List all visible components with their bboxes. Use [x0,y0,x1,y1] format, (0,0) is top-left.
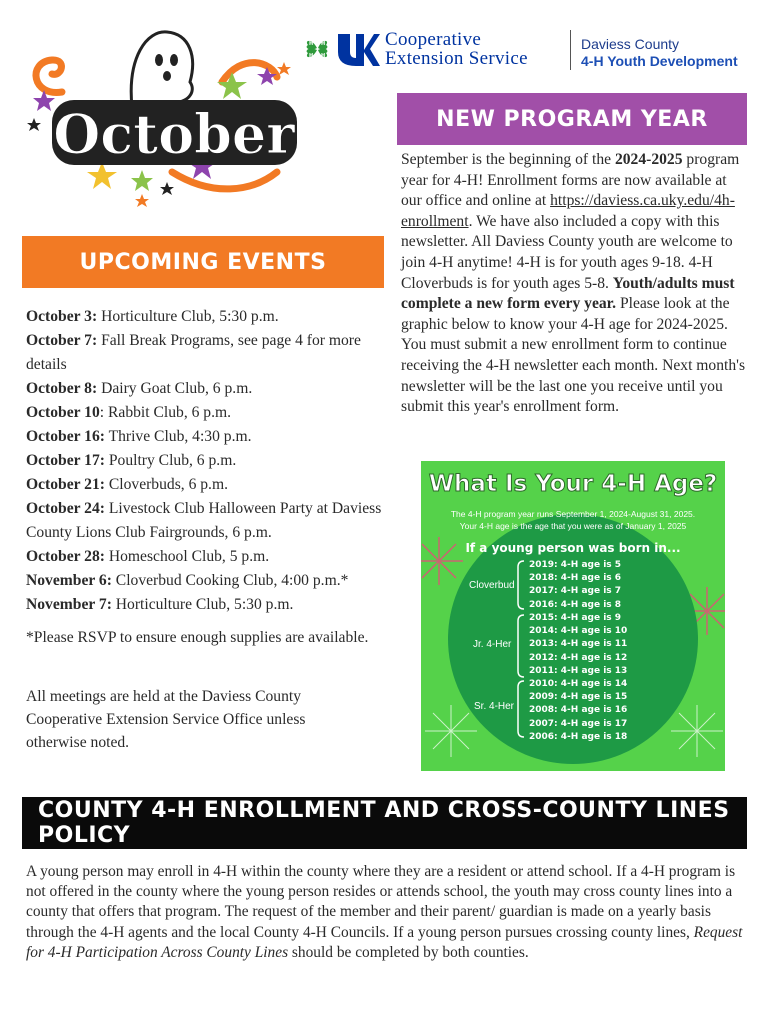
event-item [26,569,386,593]
event-item [26,329,386,377]
event-date: October 21: [26,476,105,493]
event-text: Homeschool Club, 5 p.m. [104,548,270,565]
program-text-p3: . We have also included a copy with this newsletter. All Daviess County youth are welcome to join 4-H anytime! 4-H is for youth ages 9-18. 4-H Cloverbuds is for youth ages 5-8. [401,212,733,292]
events-list [26,305,386,617]
svg-text:H: H [309,53,314,59]
age-graphic-subtitle-1: The 4-H program year runs September 1, 2024-August 31, 2025. [450,509,696,519]
age-row: 2010: 4-H age is 14 [529,679,628,689]
event-text: Horticulture Club, 5:30 p.m. [111,596,294,613]
age-row: 2011: 4-H age is 13 [529,665,628,676]
event-text: : Rabbit Club, 6 p.m. [99,404,232,421]
event-date: October 28: [26,548,105,565]
new-form-notice: Youth/adults must complete a new form every year. [401,274,735,313]
uk-logo-icon [336,30,380,68]
enrollment-link[interactable]: https://daviess.ca.uky.edu/4h-enrollment [401,192,735,230]
event-item [26,401,386,425]
event-date: October 10 [26,404,100,421]
program-text-p4: Please look at the graphic below to know your 4-H age for 2024-2025. You must submit a new enrollment form to continue receiving the 4-H newsletter each month. Next month's newsletter will be the last one you receive until you submit this year's enrollment form. [401,295,746,416]
program-text-p2: program year for 4-H! Enrollment forms are now available at our office and online at [401,151,740,210]
event-date: October 3: [26,308,98,325]
age-row: 2007: 4-H age is 17 [529,718,628,729]
age-row: 2014: 4-H age is 10 [529,626,628,637]
logo-divider [570,30,571,70]
age-row: 2015: 4-H age is 9 [529,613,622,623]
program-year-text [401,150,747,418]
program-year-bold: 2024-2025 [614,151,683,168]
event-item [26,305,386,329]
age-row: 2008: 4-H age is 16 [529,705,628,716]
age-row: 2016: 4-H age is 8 [529,599,622,610]
extension-logo [300,28,760,72]
event-item [26,425,386,449]
policy-heading: COUNTY 4-H ENROLLMENT AND CROSS-COUNTY LINES POLICY [22,797,747,849]
group-label-senior: Sr. 4-Her [474,701,515,712]
age-row: 2017: 4-H age is 7 [529,586,622,597]
event-text: Horticulture Club, 5:30 p.m. [97,308,279,325]
event-item [26,473,386,497]
event-text: Poultry Club, 6 p.m. [104,452,237,469]
org-name-line1: Cooperative [385,29,482,50]
ghost-icon [131,32,192,110]
group-label-junior: Jr. 4-Her [473,639,512,650]
event-text: Cloverbuds, 6 p.m. [104,476,228,493]
age-graphic-question: If a young person was born in... [465,541,681,555]
event-text: Fall Break Programs, see page 4 for more details [26,332,361,373]
age-graphic-title: What Is Your 4-H Age? [428,471,718,497]
4h-age-graphic [421,461,725,771]
org-name-line2: Extension Service [385,48,528,69]
svg-text:H: H [321,41,326,47]
age-row: 2018: 4-H age is 6 [529,573,622,584]
rsvp-note: *Please RSVP to ensure enough supplies are available. [26,629,369,646]
event-date: October 16: [26,428,105,445]
svg-text:October: October [53,102,295,166]
policy-text-1: A young person may enroll in 4-H within the county where they are a resident or attend school. If a 4-H program is not offered in the county where the young person resides or attends school, the youth may cross county lines into a county that offers that program. The request of the member and their parent/ guardian is made on a yearly basis through the 4-H agents and the local County 4-H Councils. If a young person pursues crossing county lines, [26,863,736,941]
policy-text [26,862,746,963]
event-text: Dairy Goat Club, 6 p.m. [97,380,253,397]
event-date: November 7: [26,596,112,613]
policy-form-name: Request for 4-H Participation Across County Lines [26,923,743,961]
policy-text-2: should be completed by both counties. [288,943,529,961]
event-item [26,593,386,617]
program-name: 4-H Youth Development [581,53,738,69]
meetings-note: All meetings are held at the Daviess County Cooperative Extension Service Office unless otherwise noted. [26,688,306,751]
october-title-art [22,22,312,222]
group-label-cloverbud: Cloverbud [469,580,515,591]
age-list-junior [529,612,627,678]
age-list-senior [529,678,627,744]
age-row: 2019: 4-H age is 5 [529,560,622,570]
svg-text:H: H [309,41,314,47]
event-item [26,497,386,545]
event-date: October 17: [26,452,105,469]
event-date: October 8: [26,380,98,397]
county-name: Daviess County [581,36,680,52]
age-list-cloverbud [529,559,621,612]
age-row: 2006: 4-H age is 18 [529,731,628,742]
event-date: October 24: [26,500,105,517]
event-item [26,449,386,473]
event-date: November 6: [26,572,112,589]
new-program-year-heading: NEW PROGRAM YEAR [397,93,747,145]
age-row: 2009: 4-H age is 15 [529,692,628,703]
event-text: Cloverbud Cooking Club, 4:00 p.m.* [111,572,349,589]
event-text: Thrive Club, 4:30 p.m. [104,428,252,445]
upcoming-events-heading: UPCOMING EVENTS [22,236,384,288]
event-item [26,545,386,569]
age-row: 2013: 4-H age is 11 [529,639,628,650]
event-text: Livestock Club Halloween Party at Daviess County Lions Club Fairgrounds, 6 p.m. [26,500,382,541]
event-date: October 7: [26,332,98,349]
event-item [26,377,386,401]
program-text-p1: September is the beginning of the [401,151,615,168]
age-row: 2012: 4-H age is 12 [529,652,628,663]
svg-text:H: H [321,53,326,59]
age-graphic-subtitle-2: Your 4-H age is the age that you were as of January 1, 2025 [459,521,687,531]
